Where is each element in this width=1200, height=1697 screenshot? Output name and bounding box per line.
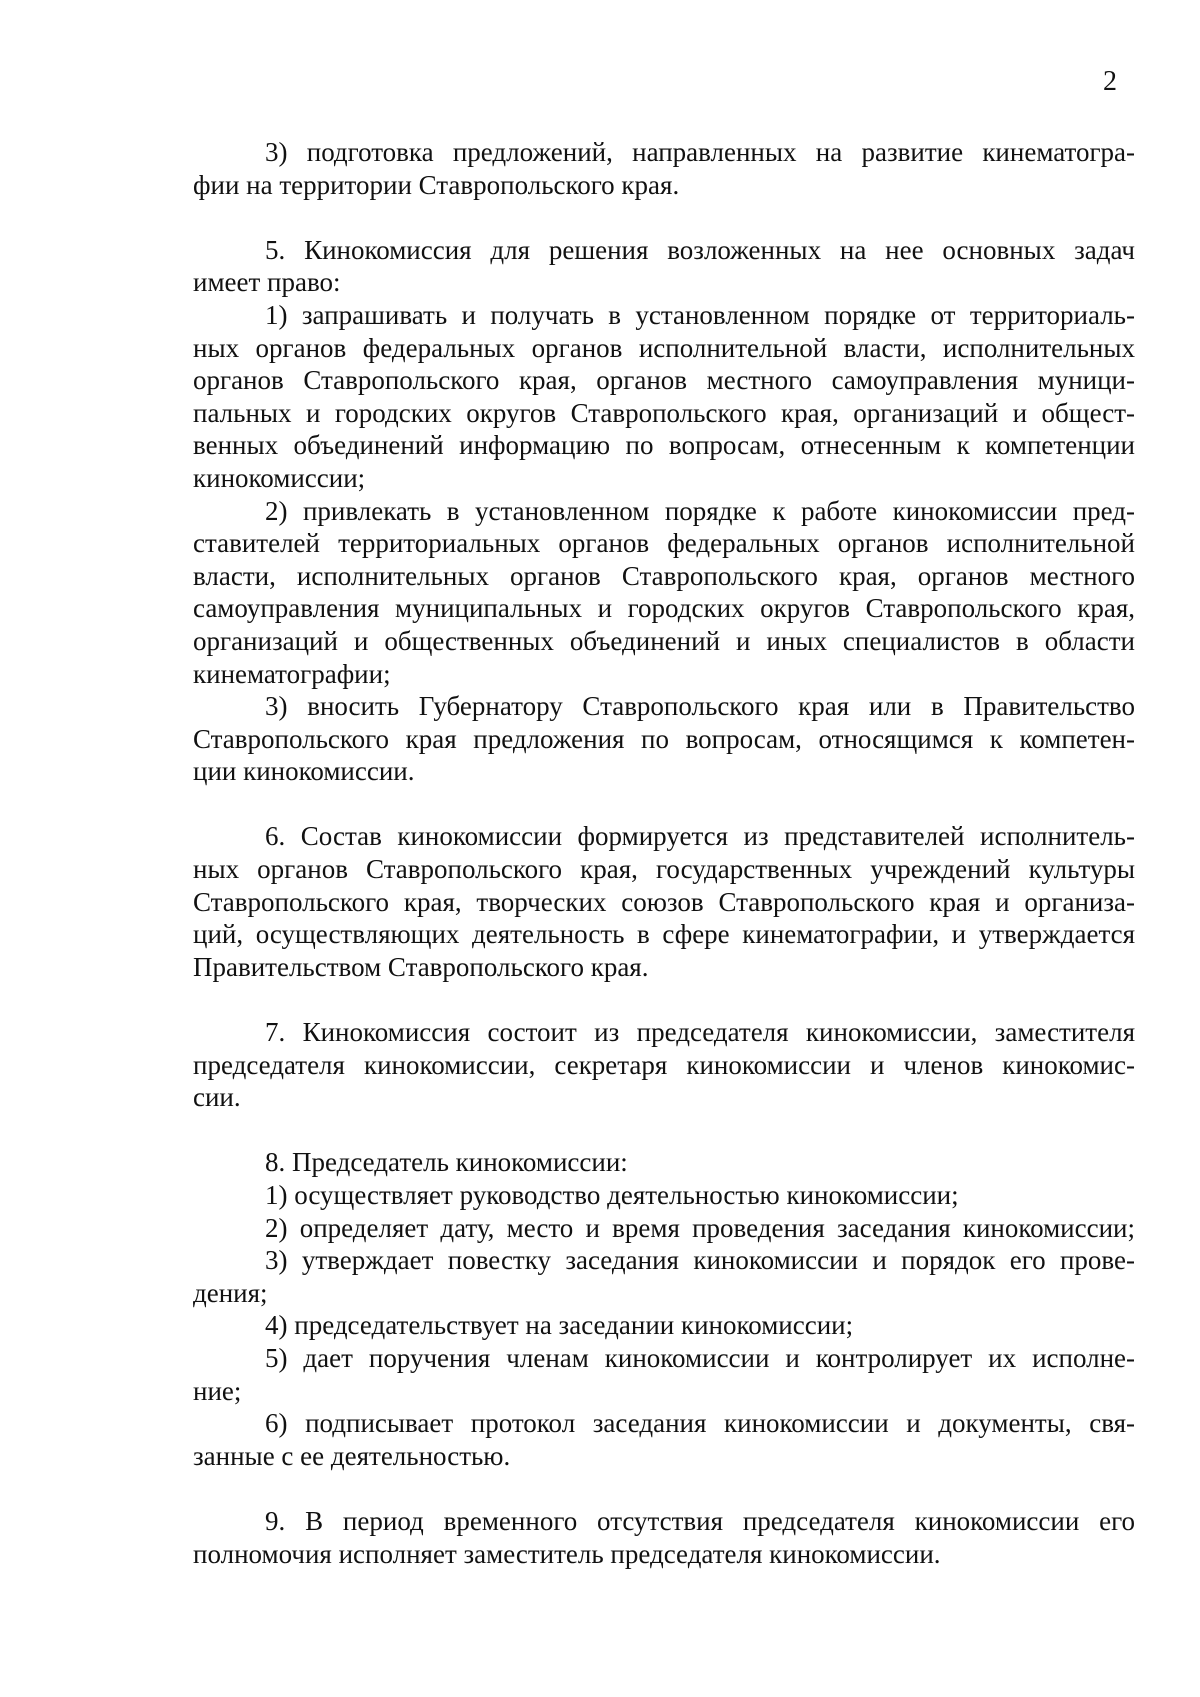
paragraph-spacer (193, 1114, 1135, 1147)
text-line: органов Ставропольского края, органов местного самоуправления муници- (193, 365, 1135, 396)
text-line: 3) подготовка предложений, направленных на развитие кинематогра- (265, 137, 1135, 167)
text-line: 9. В период временного отсутствия председателя кинокомиссии его (265, 1505, 1135, 1536)
text-line: сии. (193, 1082, 241, 1113)
page-number: 2 (1103, 66, 1117, 97)
text-line: самоуправления муниципальных и городских округов Ставропольского края, (193, 593, 1135, 624)
text-line: 2) привлекать в установленном порядке к работе кинокомиссии пред- (265, 495, 1135, 526)
paragraph-spacer (193, 983, 1135, 1016)
paragraph (193, 234, 1135, 788)
text-line: власти, исполнительных органов Ставропольского края, органов местного (193, 560, 1135, 591)
text-line: занные с ее деятельностью. (193, 1440, 511, 1471)
text-line: полномочия исполняет заместитель председателя кинокомиссии. (193, 1538, 941, 1569)
text-line: ных органов Ставропольского края, государственных учреждений культуры (193, 854, 1135, 885)
text-line: 1) осуществляет руководство деятельностью кинокомиссии; (265, 1180, 959, 1210)
text-line: 3) утверждает повестку заседания кинокомиссии и порядок его прове- (265, 1245, 1135, 1276)
paragraph (193, 1146, 1135, 1472)
text-line: кинокомиссии; (193, 462, 366, 493)
text-line: Правительством Ставропольского края. (193, 951, 649, 982)
text-line: 5. Кинокомиссия для решения возложенных на нее основных задач (265, 234, 1135, 265)
paragraph (193, 820, 1135, 983)
text-line: 6) подписывает протокол заседания кинокомиссии и документы, свя- (265, 1408, 1135, 1439)
text-line: Ставропольского края предложения по вопросам, относящимся к компетен- (193, 723, 1135, 754)
paragraph-spacer (193, 1472, 1135, 1505)
text-line: 5) дает поручения членам кинокомиссии и контролирует их исполне- (265, 1342, 1135, 1373)
paragraph (193, 136, 1135, 201)
text-line: венных объединений информацию по вопросам, отнесенным к компетенции (193, 430, 1135, 461)
text-line: 7. Кинокомиссия состоит из председателя кинокомиссии, заместителя (265, 1017, 1135, 1048)
text-line: 4) председательствует на заседании кинокомиссии; (265, 1310, 854, 1341)
text-line: 1) запрашивать и получать в установленном порядке от территориаль- (265, 299, 1135, 330)
text-line: 2) определяет дату, место и время проведения заседания кинокомиссии; (265, 1212, 1135, 1243)
text-line: дения; (193, 1277, 268, 1308)
text-line: пальных и городских округов Ставропольского края, организаций и общест- (193, 397, 1135, 428)
text-line: ставителей территориальных органов федеральных органов исполнительной (193, 528, 1135, 559)
text-line: ции кинокомиссии. (193, 756, 415, 787)
text-line: организаций и общественных объединений и иных специалистов в области (193, 625, 1135, 656)
text-line: фии на территории Ставропольского края. (193, 169, 680, 200)
paragraph-spacer (193, 201, 1135, 234)
paragraph (193, 1505, 1135, 1570)
text-line: имеет право: (193, 267, 341, 298)
paragraph-spacer (193, 788, 1135, 821)
paragraph (193, 1016, 1135, 1114)
text-line: ние; (193, 1375, 242, 1406)
text-line: председателя кинокомиссии, секретаря кинокомиссии и членов кинокомис- (193, 1049, 1135, 1080)
text-line: кинематографии; (193, 658, 391, 689)
text-line: 6. Состав кинокомиссии формируется из представителей исполнитель- (265, 821, 1135, 852)
text-line: 3) вносить Губернатору Ставропольского края или в Правительство (265, 691, 1135, 722)
text-line: 8. Председатель кинокомиссии: (265, 1147, 628, 1178)
text-line: ных органов федеральных органов исполнительной власти, исполнительных (193, 332, 1135, 363)
text-line: ций, осуществляющих деятельность в сфере кинематографии, и утверждается (193, 919, 1135, 950)
text-line: Ставропольского края, творческих союзов Ставропольского края и организа- (193, 886, 1135, 917)
document-body (193, 136, 1135, 1570)
